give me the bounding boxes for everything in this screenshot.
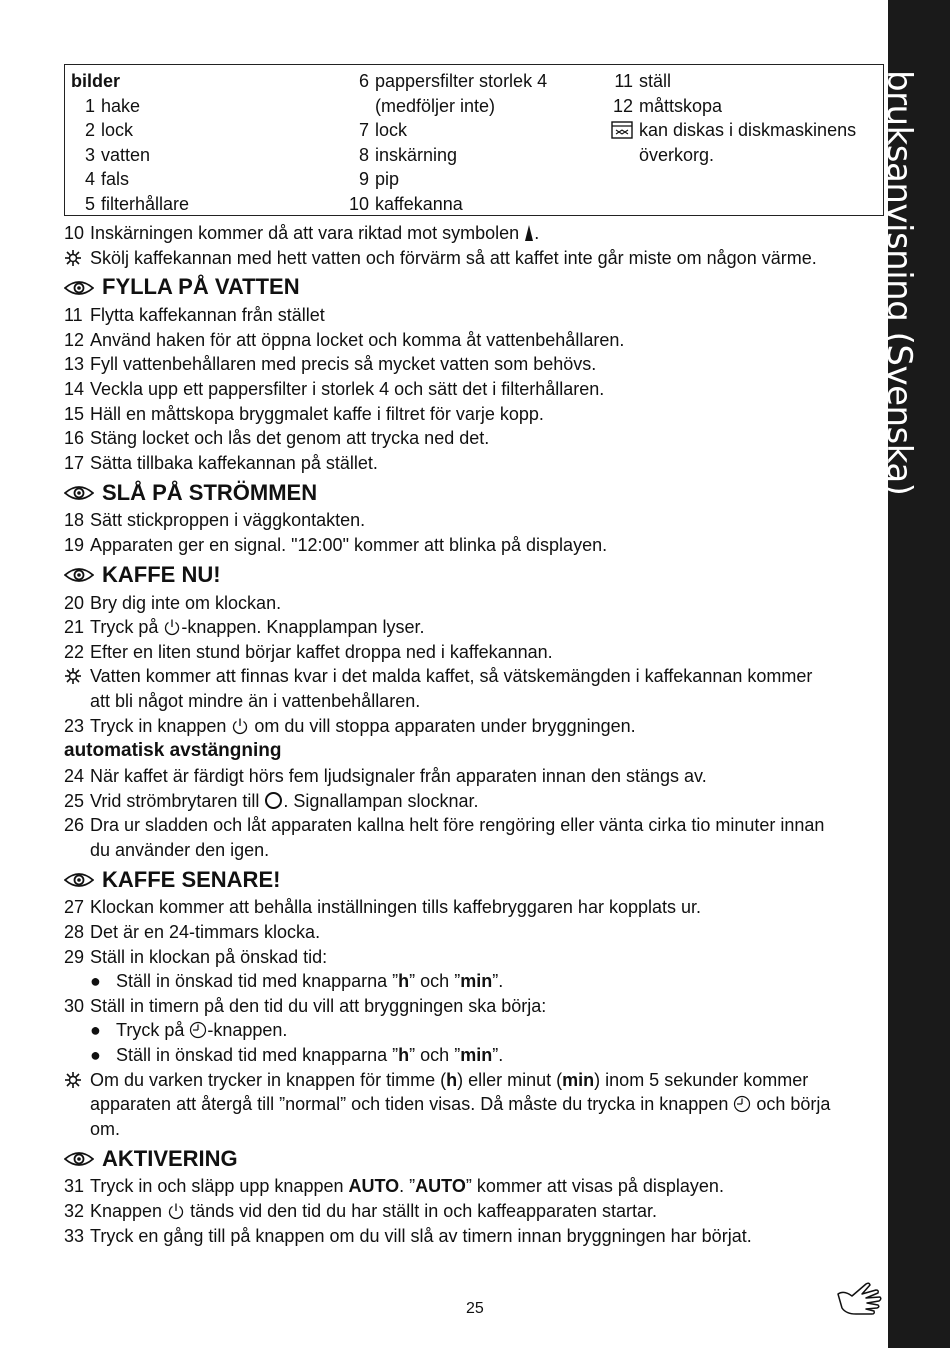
- bullet-item: ● Ställ in önskad tid med knapparna ”h” och ”min”.: [90, 971, 504, 992]
- part-item: 10 kaffekanna: [348, 193, 463, 214]
- eye-icon: [64, 279, 94, 297]
- parts-column-1: [71, 69, 189, 217]
- step: 26 Dra ur sladden och låt apparaten kallna helt före rengöring eller vänta cirka tio minuter innan du använder den igen.: [64, 815, 825, 860]
- clock-icon: [189, 1021, 207, 1039]
- step: 15 Häll en måttskopa bryggmalet kaffe i filtret för varje kopp.: [64, 403, 544, 424]
- step-10: 10 Inskärningen kommer då att vara riktad mot symbolen .: [64, 223, 540, 243]
- side-title: bruksanvisning (Svenska): [879, 70, 919, 496]
- section-coffee-later: KAFFE SENARE!: [64, 864, 886, 895]
- circle-icon: [264, 791, 283, 810]
- instructions: [64, 221, 886, 1248]
- eye-icon: [64, 484, 94, 502]
- part-item: 12 måttskopa: [612, 95, 723, 116]
- step: 23 Tryck in knappen om du vill stoppa apparaten under bryggningen.: [64, 715, 636, 736]
- part-item: 2 lock: [84, 120, 134, 141]
- part-item: 5 filterhållare: [84, 193, 190, 214]
- power-icon: [167, 1202, 185, 1220]
- part-item: 8 inskärning: [358, 144, 458, 165]
- step: 13 Fyll vattenbehållaren med precis så mycket vatten som behövs.: [64, 354, 597, 375]
- clock-icon: [733, 1095, 751, 1113]
- step: 12 Använd haken för att öppna locket och komma åt vattenbehållaren.: [64, 329, 625, 350]
- section-power-on: SLÅ PÅ STRÖMMEN: [64, 477, 886, 508]
- step: 14 Veckla upp ett pappersfilter i storlek 4 och sätt det i filterhållaren.: [64, 378, 605, 399]
- part-item: 6 pappersfilter storlek 4: [358, 71, 548, 91]
- part-item: 7 lock: [358, 120, 408, 141]
- eye-icon: [64, 1150, 94, 1168]
- auto-off-heading: automatisk avstängning: [64, 740, 282, 762]
- power-icon: [231, 717, 249, 735]
- tip: Om du varken trycker in knappen för timme (h) eller minut (min) inom 5 sekunder kommer apparaten att återgå till ”normal” och tiden visas. Då måste du trycka in knappen och börja om.: [64, 1068, 886, 1142]
- parts-column-2: [343, 69, 547, 217]
- sparkle-icon: [64, 249, 82, 267]
- tip: Vatten kommer att finnas kvar i det malda kaffet, så vätskemängden i kaffekannan kommer att bli något mindre än i vattenbehållaren.: [64, 664, 886, 713]
- step: 25 Vrid strömbrytaren till . Signallampan slocknar.: [64, 790, 479, 811]
- eye-icon: [64, 871, 94, 889]
- step: 24 När kaffet är färdigt hörs fem ljudsignaler från apparaten innan den stängs av.: [64, 766, 707, 787]
- parts-heading: bilder: [71, 71, 121, 91]
- step: 30 Ställ in timern på den tid du vill att bryggningen ska börja:: [64, 995, 547, 1016]
- step: 27 Klockan kommer att behålla inställningen tills kaffebryggaren har kopplats ur.: [64, 897, 702, 918]
- step: 11 Flytta kaffekannan från stället: [64, 305, 325, 326]
- step: 28 Det är en 24-timmars klocka.: [64, 922, 321, 943]
- bullet-item: ● Ställ in önskad tid med knapparna ”h” och ”min”.: [90, 1045, 504, 1066]
- step: 16 Stäng locket och lås det genom att trycka ned det.: [64, 428, 490, 449]
- step: 21 Tryck på -knappen. Knapplampan lyser.: [64, 617, 425, 638]
- step: 17 Sätta tillbaka kaffekannan på stället.: [64, 452, 378, 473]
- bullet-item: ● Tryck på -knappen.: [90, 1020, 288, 1041]
- arrow-marker-icon: [524, 224, 534, 242]
- page-number: 25: [466, 1300, 484, 1317]
- part-item: 3 vatten: [84, 144, 151, 165]
- part-item: (medföljer inte): [375, 95, 496, 116]
- step: 32 Knappen tänds vid den tid du har ställt in och kaffeapparaten startar.: [64, 1201, 658, 1221]
- step: 19 Apparaten ger en signal. "12:00" kommer att blinka på displayen.: [64, 534, 608, 555]
- power-icon: [163, 618, 181, 636]
- part-item: 9 pip: [358, 169, 400, 190]
- part-item: 4 fals: [84, 169, 130, 190]
- step: 31 Tryck in och släpp upp knappen AUTO. ”AUTO” kommer att visas på displayen.: [64, 1176, 724, 1197]
- sparkle-icon: [64, 1071, 82, 1089]
- dishwasher-icon: [611, 121, 633, 139]
- step: 22 Efter en liten stund börjar kaffet droppa ned i kaffekannan.: [64, 641, 553, 662]
- part-item: 1 hake: [84, 95, 141, 116]
- parts-legend: [64, 64, 884, 216]
- parts-column-3: [611, 69, 856, 167]
- sparkle-icon: [64, 667, 82, 685]
- section-fill-water: FYLLA PÅ VATTEN: [64, 272, 886, 303]
- step: 33 Tryck en gång till på knappen om du vill slå av timern innan bryggningen har börjat.: [64, 1225, 752, 1246]
- section-coffee-now: KAFFE NU!: [64, 560, 886, 591]
- step: 18 Sätt stickproppen i väggkontakten.: [64, 510, 366, 531]
- section-activation: AKTIVERING: [64, 1143, 886, 1174]
- part-item: 11 ställ: [614, 71, 672, 91]
- pointing-hand-icon: [836, 1280, 884, 1320]
- step: 20 Bry dig inte om klockan.: [64, 592, 282, 613]
- part-item: överkorg.: [639, 144, 715, 165]
- dishwasher-note: kan diskas i diskmaskinens: [611, 118, 856, 143]
- step: 29 Ställ in klockan på önskad tid:: [64, 946, 328, 967]
- eye-icon: [64, 566, 94, 584]
- tip: Skölj kaffekannan med hett vatten och förvärm så att kaffet inte går miste om någon värme.: [64, 246, 886, 271]
